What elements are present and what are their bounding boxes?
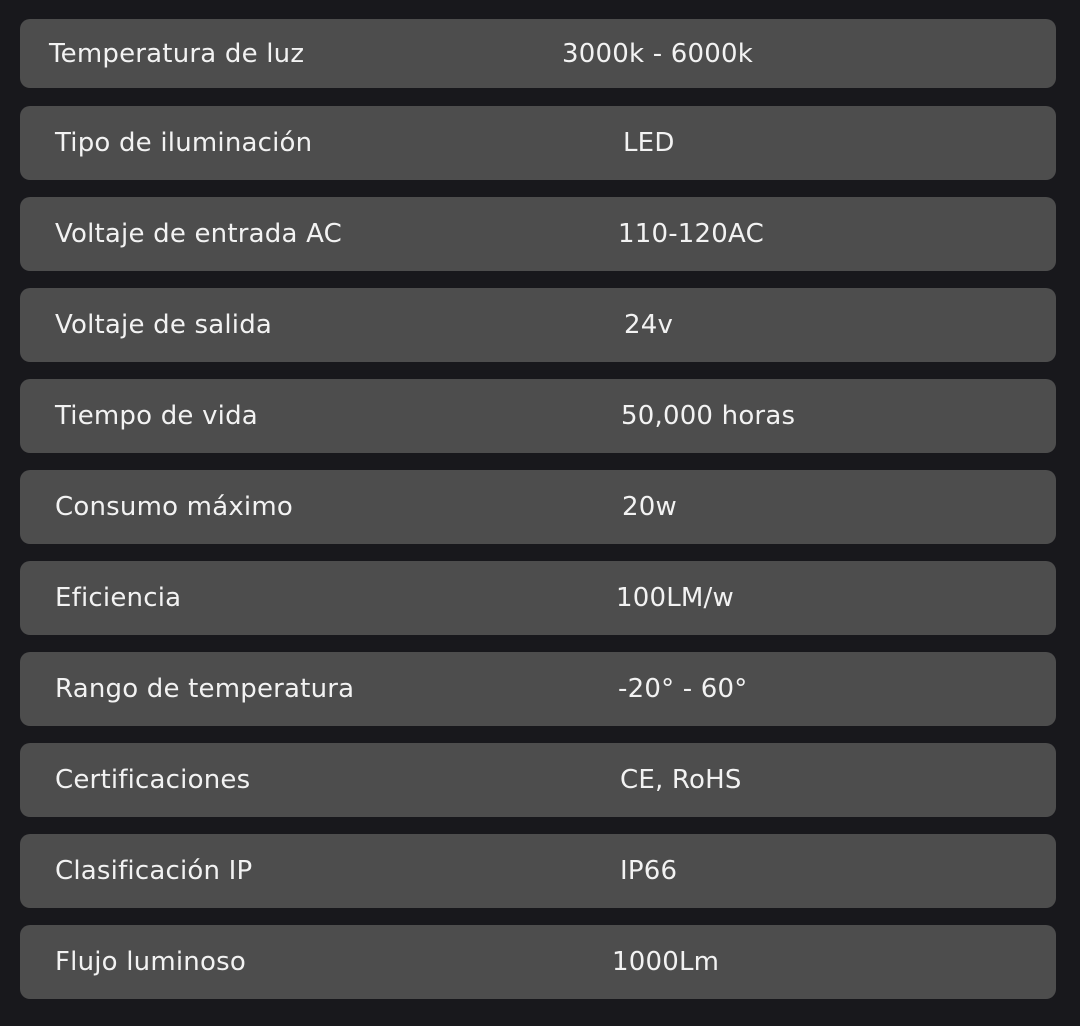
spec-row-efficiency xyxy=(20,561,1056,635)
spec-value: 1000Lm xyxy=(612,947,720,977)
spec-label: Temperatura de luz xyxy=(49,38,305,69)
spec-row-light-temperature xyxy=(20,19,1056,88)
spec-row-input-voltage xyxy=(20,197,1056,271)
spec-row-output-voltage xyxy=(20,288,1056,362)
spec-value: 20w xyxy=(622,492,677,522)
spec-row-lighting-type xyxy=(20,106,1056,180)
spec-label: Tiempo de vida xyxy=(55,401,258,431)
spec-row-temperature-range xyxy=(20,652,1056,726)
spec-value: LED xyxy=(623,128,675,158)
spec-value: 50,000 horas xyxy=(621,401,796,431)
spec-row-ip-rating xyxy=(20,834,1056,908)
spec-value: 24v xyxy=(624,310,674,340)
spec-value: IP66 xyxy=(620,856,678,886)
spec-label: Rango de temperatura xyxy=(55,674,355,704)
spec-label: Certificaciones xyxy=(55,765,251,795)
spec-value: -20° - 60° xyxy=(618,674,748,704)
spec-value: 3000k - 6000k xyxy=(562,38,753,69)
spec-row-luminous-flux xyxy=(20,925,1056,999)
spec-value: 110-120AC xyxy=(618,219,764,249)
spec-label: Tipo de iluminación xyxy=(55,128,313,158)
spec-value: CE, RoHS xyxy=(620,765,742,795)
spec-value: 100LM/w xyxy=(616,583,734,613)
spec-label: Clasificación IP xyxy=(55,856,253,886)
spec-label: Flujo luminoso xyxy=(55,947,246,977)
spec-label: Consumo máximo xyxy=(55,492,293,522)
spec-label: Voltaje de entrada AC xyxy=(55,219,342,249)
spec-row-lifetime xyxy=(20,379,1056,453)
spec-label: Eficiencia xyxy=(55,583,182,613)
spec-label: Voltaje de salida xyxy=(55,310,273,340)
spec-row-certifications xyxy=(20,743,1056,817)
spec-row-max-consumption xyxy=(20,470,1056,544)
